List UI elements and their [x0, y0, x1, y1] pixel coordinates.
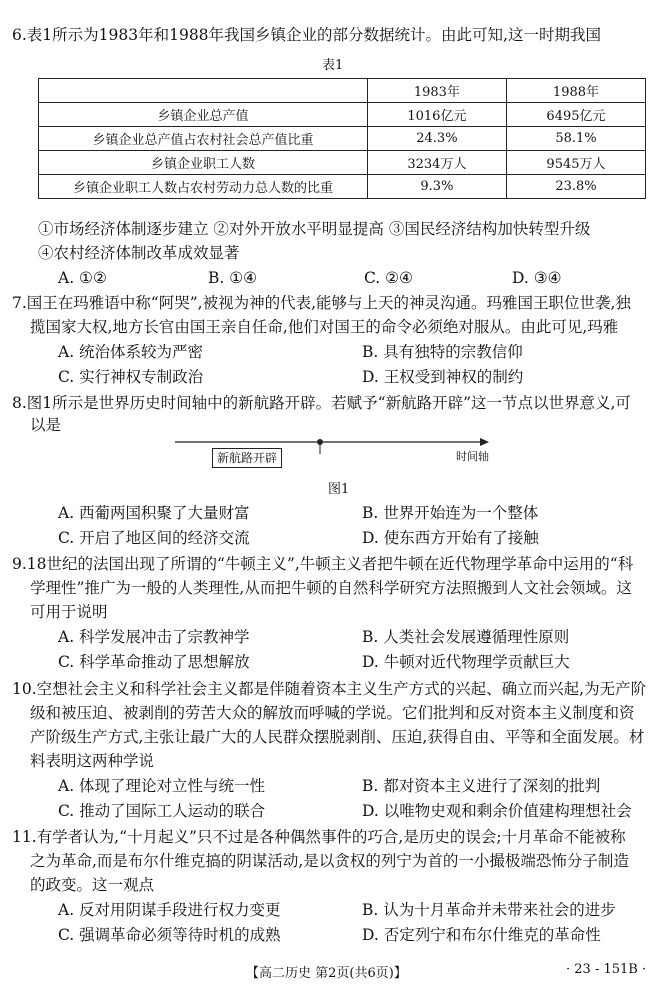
q10-stem-line4: 料表明这两种学说: [30, 752, 155, 770]
table-cell: 9.3%: [367, 175, 506, 199]
timeline-box: 新航路开辟: [212, 448, 282, 468]
q8-option-a[interactable]: A. 西葡两国积聚了大量财富: [58, 504, 250, 522]
page-code: · 23 - 151B ·: [566, 962, 647, 977]
figure-caption: 图1: [328, 482, 350, 497]
q6-statements-line1: ①市场经济体制逐步建立 ②对外开放水平明显提高 ③国民经济结构加快转型升级: [38, 220, 591, 238]
table-cell: 乡镇企业职工人数: [39, 151, 368, 175]
q7-stem-line2: 揽国家大权,地方长官由国王亲自任命,他们对国王的命令必须绝对服从。由此可见,玛雅: [30, 318, 619, 336]
table-cell: 乡镇企业职工人数占农村劳动力总人数的比重: [39, 175, 368, 199]
q11-stem-line2: 之为革命,而是布尔什维克搞的阴谋活动,是以贪权的列宁为首的一小撮极端恐怖分子制造: [30, 852, 629, 870]
q8-option-c[interactable]: C. 开启了地区间的经济交流: [58, 529, 250, 547]
q10-stem-line2: 级和被压迫、被剥削的劳苦大众的解放而呼喊的学说。它们批判和反对资本主义制度和资: [30, 704, 635, 722]
q6-option-d[interactable]: D. ③④: [512, 269, 562, 287]
arrow-icon: [480, 438, 489, 446]
q11-stem-line3: 的政变。这一观点: [30, 876, 155, 894]
q6-stem: 6.表1所示为1983年和1988年我国乡镇企业的部分数据统计。由此可知,这一时期我国: [12, 26, 601, 44]
q6-option-a[interactable]: A. ①②: [58, 269, 107, 287]
table-cell: 23.8%: [506, 175, 645, 199]
q9-stem-line3: 可用于说明: [30, 603, 108, 621]
table-cell: 乡镇企业总产值占农村社会总产值比重: [39, 127, 368, 151]
q6-option-c[interactable]: C. ②④: [364, 269, 413, 287]
table-cell: 3234万人: [367, 151, 506, 175]
q10-option-b[interactable]: B. 都对资本主义进行了深刻的批判: [362, 777, 601, 795]
table-row: [39, 151, 646, 175]
q10-option-a[interactable]: A. 体现了理论对立性与统一性: [58, 777, 266, 795]
q9-option-a[interactable]: A. 科学发展冲击了宗教神学: [58, 628, 250, 646]
q7-option-a[interactable]: A. 统治体系较为严密: [58, 343, 204, 361]
q11-stem-line1: 11.有学者认为,“十月起义”只不过是各种偶然事件的巧合,是历史的误会;十月革命不能被称: [12, 828, 626, 846]
q8-option-d[interactable]: D. 使东西方开始有了接触: [362, 529, 539, 547]
timeline-axis-label: 时间轴: [456, 450, 489, 463]
q7-stem-line1: 7.国王在玛雅语中称“阿哭”,被视为神的代表,能够与上天的神灵沟通。玛雅国王职位世袭,独: [12, 294, 631, 312]
q8-stem-line2: 以是: [30, 416, 62, 434]
q9-option-c[interactable]: C. 科学革命推动了思想解放: [58, 653, 250, 671]
table-header-cell: 1988年: [506, 79, 645, 103]
table-cell: 58.1%: [506, 127, 645, 151]
q9-option-b[interactable]: B. 人类社会发展遵循理性原则: [362, 628, 570, 646]
table-header-cell: [39, 79, 368, 103]
q11-option-c[interactable]: C. 强调革命必须等待时机的成熟: [58, 926, 281, 944]
table-row: [39, 103, 646, 127]
q7-option-d[interactable]: D. 王权受到神权的制约: [362, 368, 524, 386]
table-row: [39, 175, 646, 199]
q9-stem-line2: 学理性”推广为一般的人类理性,从而把牛顿的自然科学研究方法照搬到人文社会领域。这: [30, 579, 632, 597]
q11-option-d[interactable]: D. 否定列宁和布尔什维克的革命性: [362, 926, 601, 944]
q6-data-table: [38, 78, 646, 199]
q7-option-b[interactable]: B. 具有独特的宗教信仰: [362, 343, 523, 361]
table-row: [39, 127, 646, 151]
table-cell: 6495亿元: [506, 103, 645, 127]
table-cell: 24.3%: [367, 127, 506, 151]
q10-stem-line1: 10.空想社会主义和科学社会主义都是伴随着资本主义生产方式的兴起、确立而兴起,为无产阶: [12, 680, 647, 698]
q7-option-c[interactable]: C. 实行神权专制政治: [58, 368, 204, 386]
table-cell: 1016亿元: [367, 103, 506, 127]
q9-option-d[interactable]: D. 牛顿对近代物理学贡献巨大: [362, 653, 570, 671]
q10-option-d[interactable]: D. 以唯物史观和剩余价值建构理想社会: [362, 802, 632, 820]
q10-stem-line3: 产阶级生产方式,主张让最广大的人民群众摆脱剥削、压迫,获得自由、平等和全面发展。材: [30, 728, 645, 746]
page-footer: 【高二历史 第2页(共6页)】: [246, 966, 407, 981]
q9-stem-line1: 9.18世纪的法国出现了所谓的“牛顿主义”,牛顿主义者把牛顿在近代物理学革命中运用的“科: [12, 555, 634, 573]
table-caption: 表1: [322, 58, 344, 73]
table-header-cell: 1983年: [367, 79, 506, 103]
table-cell: 乡镇企业总产值: [39, 103, 368, 127]
q6-statements-line2: ④农村经济体制改革成效显著: [38, 244, 240, 262]
table-header-row: [39, 79, 646, 103]
q8-option-b[interactable]: B. 世界开始连为一个整体: [362, 504, 539, 522]
q11-option-a[interactable]: A. 反对用阴谋手段进行权力变更: [58, 901, 281, 919]
q11-option-b[interactable]: B. 认为十月革命并未带来社会的进步: [362, 901, 616, 919]
q10-option-c[interactable]: C. 推动了国际工人运动的联合: [58, 802, 266, 820]
table-cell: 9545万人: [506, 151, 645, 175]
q6-option-b[interactable]: B. ①④: [208, 269, 258, 287]
q8-stem-line1: 8.图1所示是世界历史时间轴中的新航路开辟。若赋予“新航路开辟”这一节点以世界意义,可: [12, 394, 631, 412]
